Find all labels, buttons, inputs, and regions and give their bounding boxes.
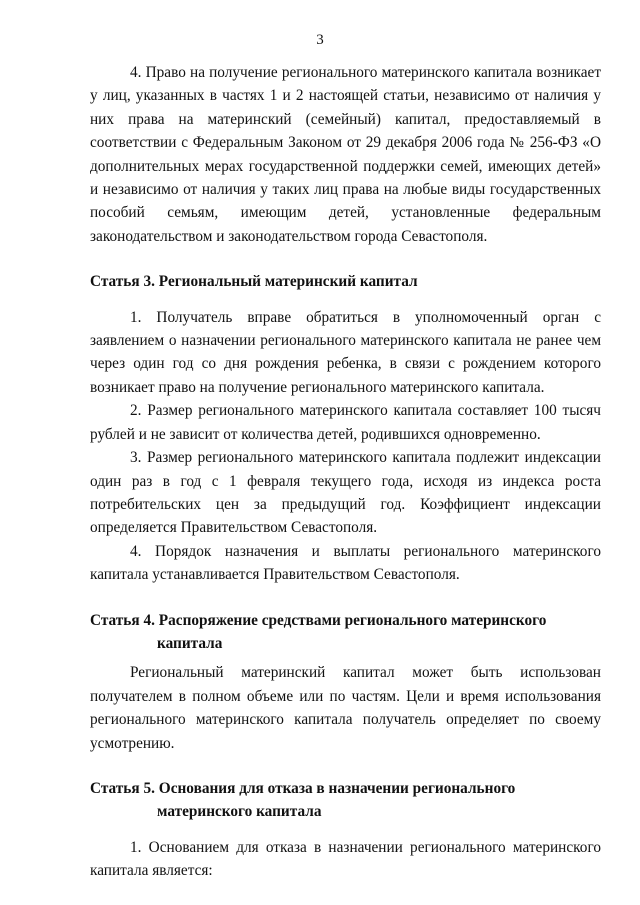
article3-part2: 2. Размер регионального материнского капитала составляет 100 тысяч рублей и не зависит от количества детей, родившихся одновременно. <box>90 402 601 443</box>
page-number: 3 <box>316 32 324 48</box>
article3-part4: 4. Порядок назначения и выплаты регионального материнского капитала устанавливается Правительством Севастополя. <box>90 542 601 584</box>
article5-part1: 1. Основанием для отказа в назначении регионального материнского капитала является: <box>90 838 601 880</box>
article3-heading: Статья 3. Региональный материнский капитал <box>90 273 418 291</box>
article2-part4-paragraph: 4. Право на получение регионального материнского капитала возникает у лиц, указанных в частях 1 и 2 настоящей статьи, независимо от наличия у них права на материнский (семейный) капитал, предоставляемый в соответствии с Федеральным Законом от 29 декабря 2006 года № 256-ФЗ «О дополнительных мерах государственной поддержки семей, имеющих детей» и независимо от наличия у таких лиц права на любые виды государственных пособий семьям, имеющим детей, установленные федеральным законодательством и законодательством города Севастополя. <box>90 64 601 245</box>
article5-heading: Статья 5. Основания для отказа в назначении регионального материнского капитала <box>90 779 516 821</box>
article3-part3: 3. Размер регионального материнского капитала подлежит индексации один раз в год с 1 февраля текущего года, исходя из индекса роста потребительских цен за предыдущий год. Коэффициент индексации определяется Правительством Севастополя. <box>90 449 601 537</box>
article4-heading: Статья 4. Распоряжение средствами регионального материнского капитала <box>90 611 547 652</box>
document-body <box>90 61 601 883</box>
article4-body: Региональный материнский капитал может быть использован получателем в полном объеме или по частям. Цели и время использования регионального материнского капитала получатель определяет по своему усмотрению. <box>90 664 601 752</box>
article3-part1: 1. Получатель вправе обратиться в уполномоченный орган с заявлением о назначении регионального материнского капитала не ранее чем через один год со дня рождения ребенка, в связи с рождением которого возникает право на получение регионального материнского капитала. <box>90 308 601 396</box>
